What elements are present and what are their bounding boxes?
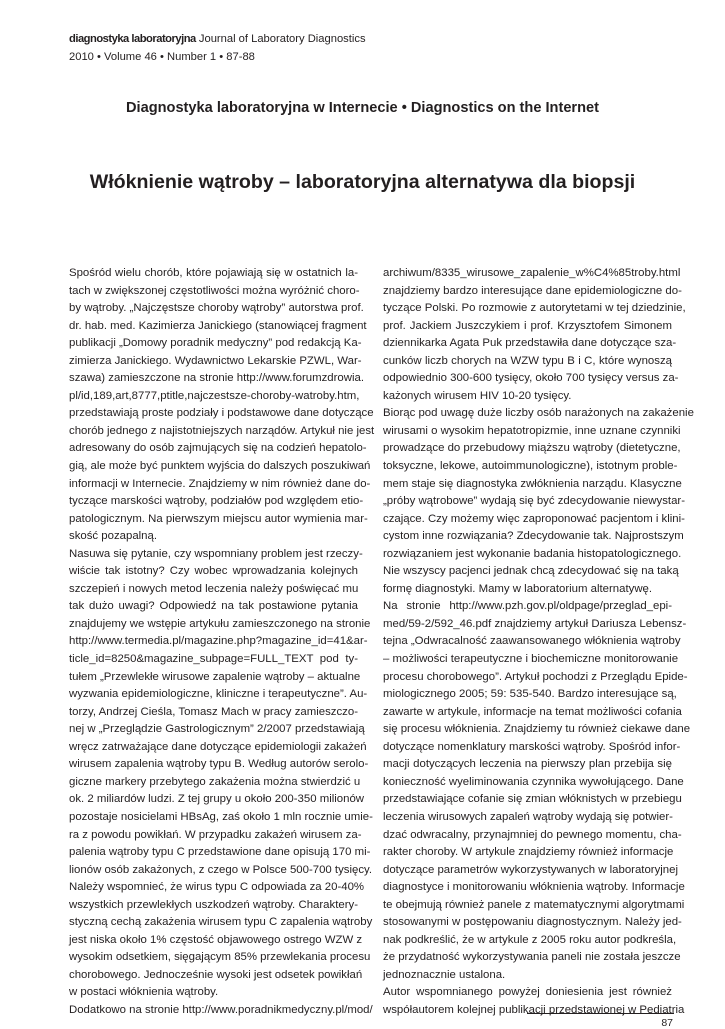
text-line: w postaci włóknienia wątroby. [69, 986, 219, 999]
text-line: wirusami o wysokim hepatotropizmie, inne uznane czynniki [383, 424, 681, 437]
text-line: nej w „Przeglądzie Gastrologicznym” 2/2007 przedstawiają [69, 723, 365, 736]
text-line: rozwiązaniem jest wykonanie badania histopatologicznego. [383, 547, 682, 560]
text-line: jest niska około 1% częstość objawowego ostrego WZW z [69, 933, 363, 946]
text-line: procesu chorobowego”. Artykuł pochodzi z Przeglądu Epide- [383, 670, 688, 683]
text-line: się procesu włóknienia. Znajdziemy tu również ciekawe dane [383, 723, 691, 736]
text-line: toksyczne, lekowe, autoimmunologiczne), istotnym proble- [383, 460, 678, 473]
text-line: leczenia wirusowych zapaleń wątroby wydają się potwier- [383, 810, 673, 823]
text-line: diagnostyce i monitorowaniu włóknienia wątroby. Informacje [383, 881, 685, 894]
text-line: Nie wszyscy pacjenci jednak chcą zdecydować się na taką [383, 565, 679, 578]
text-line: przedstawiające cofanie się zmian włóknistych w przebiegu [383, 793, 682, 806]
text-line: te obejmują również panele z matematycznymi algorytmami [383, 898, 685, 911]
text-line: lionów osób zakażonych, z czego w Polsce 500-700 tysięcy. [69, 863, 373, 876]
text-line: nak podkreślić, że w artykule z 2005 roku autor podkreśla, [383, 933, 677, 946]
text-line: wiście tak istotny? Czy wobec wprowadzania kolejnych [69, 565, 358, 578]
text-line: ticle_id=8250&magazine_subpage=FULL_TEXT pod ty- [69, 653, 358, 666]
text-line: styczną cechą zakażenia wirusem typu C zapalenia wątroby [69, 916, 373, 929]
text-line: współautorem kolejnej publikacji przedstawionej w Pediatria [383, 1003, 685, 1016]
text-line: odpowiednio 300-600 tysięcy, około 700 tysięcy versus za- [383, 372, 679, 385]
text-line: konieczność wyeliminowania czynnika wywołującego. Dane [383, 775, 684, 788]
left-column [69, 265, 375, 1020]
journal-english-name: Journal of Laboratory Diagnostics [198, 33, 366, 45]
text-line: gią, ale może być punktem wyjścia do dalszych poszukiwań [69, 460, 371, 473]
text-line: informacji w Internecie. Znajdziemy w nim również dane do- [69, 477, 371, 490]
text-line: że przydatność wykorzystywania paneli nie została jeszcze [383, 951, 681, 964]
text-line: szczepień i nowych metod leczenia należy poświęcać mu [69, 582, 359, 595]
text-line: dziennikarka Agata Puk przedstawiła dane dotyczące sza- [383, 337, 677, 350]
text-line: Należy wspomnieć, że wirus typu C odpowiada za 20-40% [69, 881, 365, 894]
text-line: chorób jednego z najistotniejszych narządów. Artykuł nie jest [69, 424, 375, 437]
text-line: prof. Jackiem Juszczykiem i prof. Krzysztofem Simonem [383, 319, 672, 332]
text-line: stosowanymi w postępowaniu diagnostycznym. Należy jed- [383, 916, 682, 929]
text-line: macji dotyczących leczenia na pierwszy plan przebija się [383, 758, 672, 771]
text-line: każonych wirusem HIV 10-20 tysięcy. [383, 389, 572, 402]
issue-info: 2010 • Volume 46 • Number 1 • 87-88 [69, 51, 255, 63]
journal-name: diagnostyka laboratoryjna [69, 33, 196, 45]
text-line: giczne markery przebytego zakażenia można stwierdzić u [69, 775, 361, 788]
text-line: cunków liczb chorych na WZW typu B i C, które wynoszą [383, 354, 672, 367]
article-title: Włóknienie wątroby – laboratoryjna alternatywa dla biopsji [89, 171, 636, 193]
text-line: chorobowego. Jednocześnie wysoki jest odsetek powikłań [69, 968, 363, 981]
page-number: 87 [661, 1017, 673, 1029]
footer-divider [527, 1013, 674, 1014]
text-line: dotyczące parametrów wykorzystywanych w laboratoryjnej [383, 863, 679, 876]
text-line: znajdziemy bardzo interesujące dane epidemiologiczne do- [383, 284, 682, 297]
text-line: adresowany do osób zajmujących się na codzień hepatolo- [69, 442, 367, 455]
text-line: cystom inne rozwiązania? Zdecydowanie tak. Najprostszym [383, 530, 684, 543]
paragraph [383, 598, 691, 984]
text-line: dr. hab. med. Kazimierza Janickiego (stanowiącej fragment [69, 319, 367, 332]
text-line: – możliwości terapeutyczne i biochemiczne monitorowanie [383, 653, 679, 666]
text-line: ok. 2 miliardów ludzi. Z tej grupy u około 200-350 milionów [69, 793, 365, 806]
text-line: skość pozapalną. [69, 530, 158, 543]
text-line: prowadzące do przebudowy miąższu wątroby (dietetyczne, [383, 442, 681, 455]
text-line: mem staje się diagnostyka zwłóknienia narządu. Klasyczne [383, 477, 682, 490]
text-line: pl/id,189,art,8777,ptitle,najczestsze-choroby-watroby.htm, [69, 389, 360, 402]
text-line: tak dużo uwagi? Odpowiedź na tak postawione pytania [69, 600, 358, 613]
text-line: wysokim odsetkiem, sięgającym 85% przewlekania procesu [69, 951, 371, 964]
text-line: Na stronie http://www.pzh.gov.pl/oldpage/przeglad_epi- [383, 600, 672, 613]
text-line: wszystkich przewlekłych uszkodzeń wątroby. Charaktery- [69, 898, 358, 911]
text-line: jednoznacznie ustalona. [383, 968, 506, 981]
text-line: patologicznym. Na pierwszym miejscu autor wymienia mar- [69, 512, 368, 525]
text-line: znajdujemy we wstępie artykułu zamieszczonego na stronie [69, 617, 371, 630]
text-line: http://www.termedia.pl/magazine.php?magazine_id=41&ar- [69, 635, 368, 648]
text-line: torzy, Andrzej Cieśla, Tomasz Mach w pracy zamieszczo- [69, 705, 358, 718]
section-title: Diagnostyka laboratoryjna w Internecie • Diagnostics on the Internet [125, 100, 600, 116]
paragraph [69, 1002, 373, 1020]
text-line: pozostaje nosicielami HBsAg, zaś około 1 mln rocznie umie- [69, 810, 373, 823]
text-line: Spośród wielu chorób, które pojawiają się w ostatnich la- [69, 267, 358, 279]
text-line: szawa) zamieszczone na stronie http://www.forumzdrowia. [69, 372, 365, 385]
text-line: wyzwania epidemiologiczne, kliniczne i terapeutyczne”. Au- [69, 688, 368, 701]
text-line: Autor wspomnianego powyżej doniesienia jest również [383, 986, 672, 999]
paragraph [383, 984, 685, 1019]
text-line: tyczące marskości wątroby, podziałów pod względem etio- [69, 495, 364, 508]
text-line: zimierza Janickiego. Wydawnictwo Lekarskie PZWL, War- [69, 354, 362, 367]
paragraph [383, 265, 686, 405]
text-line: przedstawiają proste podziały i podstawowe dane dotyczące [69, 407, 374, 420]
text-line: Nasuwa się pytanie, czy wspomniany problem jest rzeczy- [69, 547, 363, 560]
text-line: „próby wątrobowe” wydają się być zdecydowanie niewystar- [383, 495, 685, 508]
journal-header [69, 31, 366, 47]
text-line: wirusem zapalenia wątroby typu B. Według autorów serolo- [69, 758, 369, 771]
text-line: wręcz zatrważające dane dotyczące epidemiologii zakażeń [69, 740, 367, 753]
text-line: dzać odwracalny, przynajmniej do pewnego momentu, cha- [383, 828, 682, 841]
text-line: tach w zwiększonej częstotliwości można wyróżnić choro- [69, 284, 360, 297]
text-line: miologicznego 2005; 59: 535-540. Bardzo interesujące są, [383, 688, 677, 701]
text-line: tyczące Polski. Po rozmowie z autorytetami w tej dziedzinie, [383, 302, 686, 315]
text-line: palenia wątroby typu C przedstawione dane opisują 170 mi- [69, 846, 371, 859]
text-line: publikacji „Domowy poradnik medyczny” pod redakcją Ka- [69, 337, 362, 350]
text-line: archiwum/8335_wirusowe_zapalenie_w%C4%85troby.html [383, 267, 681, 279]
text-line: Biorąc pod uwagę duże liczby osób narażonych na zakażenie [383, 407, 694, 420]
text-line: Dodatkowo na stronie http://www.poradnikmedyczny.pl/mod/ [69, 1003, 373, 1016]
text-line: dotyczące nomenklatury marskości wątroby. Spośród infor- [383, 740, 681, 753]
text-line: med/59-2/592_46.pdf znajdziemy artykuł Dariusza Lebensz- [383, 617, 687, 630]
paragraph [69, 265, 375, 546]
paragraph [69, 546, 373, 1002]
text-line: ra z powodu powikłań. W przypadku zakażeń wirusem za- [69, 828, 362, 841]
text-line: tejna „Odwracalność zaawansowanego włóknienia wątroby [383, 635, 681, 648]
text-line: rakter choroby. W artykule znajdziemy również informacje [383, 846, 674, 859]
right-column [383, 265, 694, 1020]
text-line: tułem „Przewlekłe wirusowe zapalenie wątroby – aktualne [69, 670, 361, 683]
text-line: czające. Czy możemy więc zaproponować pacjentom i klini- [383, 512, 685, 525]
text-line: formę diagnostyki. Mamy w laboratorium alternatywę. [383, 582, 653, 595]
paragraph [383, 405, 694, 598]
text-line: zawarte w artykule, informacje na temat możliwości cofania [383, 705, 682, 718]
text-line: by wątroby. „Najczęstsze choroby wątroby” autorstwa prof. [69, 302, 364, 315]
